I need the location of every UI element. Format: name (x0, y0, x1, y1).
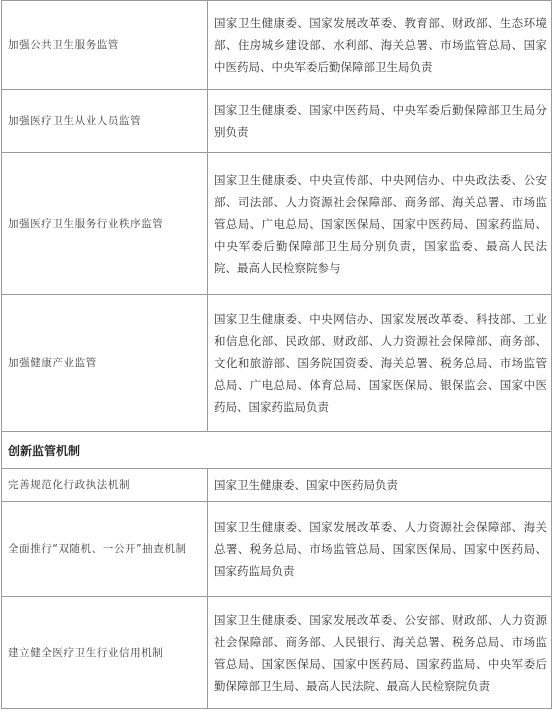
owners-cell: 国家卫生健康委、国家发展改革委、人力资源社会保障部、海关总署、税务总局、市场监管总局、国家医保局、国家中医药局、国家药监局负责 (208, 502, 552, 597)
table-row (2, 597, 552, 709)
task-cell: 全面推行“双随机、一公开”抽查机制 (2, 502, 208, 597)
table-row (2, 502, 552, 597)
task-cell: 加强健康产业监管 (2, 295, 208, 432)
section-row (2, 432, 552, 469)
owners-cell: 国家卫生健康委、国家发展改革委、教育部、财政部、生态环境部、住房城乡建设部、水利部、海关总署、市场监管总局、国家中医药局、中央军委后勤保障部卫生局负责 (208, 1, 552, 90)
task-cell: 加强公共卫生服务监管 (2, 1, 208, 90)
task-cell: 加强医疗卫生服务行业秩序监管 (2, 153, 208, 295)
table-row (2, 1, 552, 90)
task-cell: 完善规范化行政执法机制 (2, 469, 208, 502)
responsibility-table (1, 0, 552, 709)
owners-cell: 国家卫生健康委、国家中医药局、中央军委后勤保障部卫生局分别负责 (208, 90, 552, 153)
task-cell: 加强医疗卫生从业人员监管 (2, 90, 208, 153)
table-row (2, 153, 552, 295)
owners-cell: 国家卫生健康委、中央宣传部、中央网信办、中央政法委、公安部、司法部、人力资源社会保障部、商务部、海关总署、市场监管总局、广电总局、国家医保局、国家中医药局、国家药监局、中央军委后勤保障部卫生局分别负责，国家监委、最高人民法院、最高人民检察院参与 (208, 153, 552, 295)
task-cell: 建立健全医疗卫生行业信用机制 (2, 597, 208, 709)
owners-cell: 国家卫生健康委、国家中医药局负责 (208, 469, 552, 502)
owners-cell: 国家卫生健康委、中央网信办、国家发展改革委、科技部、工业和信息化部、民政部、财政部、人力资源社会保障部、商务部、文化和旅游部、国务院国资委、海关总署、税务总局、市场监管总局、广电总局、体育总局、国家医保局、银保监会、国家中医药局、国家药监局负责 (208, 295, 552, 432)
owners-cell: 国家卫生健康委、国家发展改革委、公安部、财政部、人力资源社会保障部、商务部、人民银行、海关总署、税务总局、市场监管总局、国家医保局、国家中医药局、国家药监局、中央军委后勤保障部卫生局、最高人民法院、最高人民检察院负责 (208, 597, 552, 709)
table-row (2, 295, 552, 432)
section-title: 创新监管机制 (2, 432, 552, 469)
table-row (2, 469, 552, 502)
table-row (2, 90, 552, 153)
